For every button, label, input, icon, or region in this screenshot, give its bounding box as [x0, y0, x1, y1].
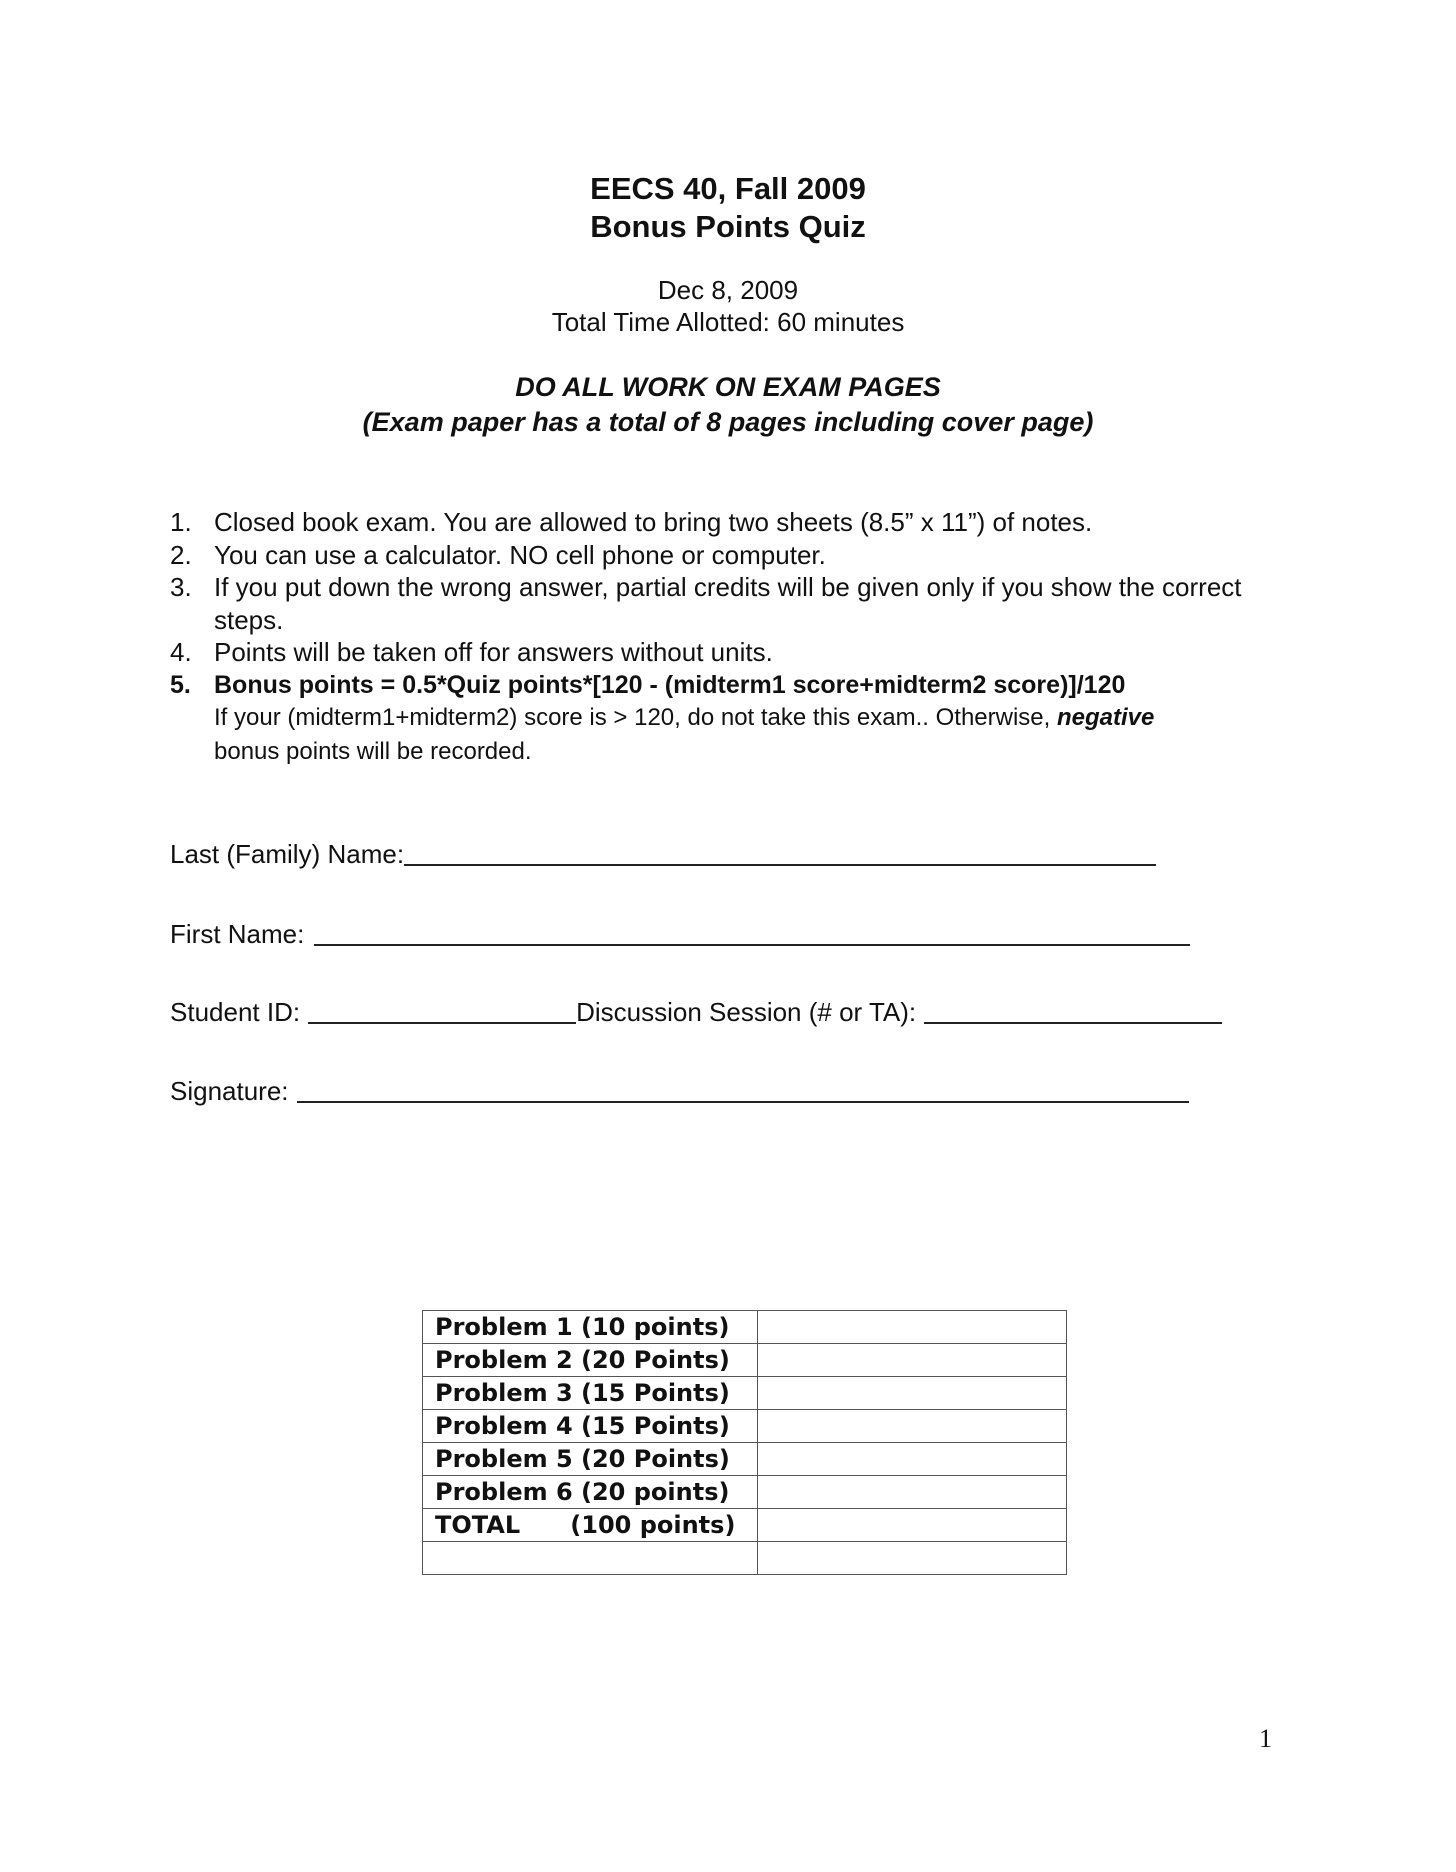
table-row: [423, 1542, 1067, 1575]
table-row: [423, 1311, 1067, 1344]
rule-number: 5.: [170, 670, 191, 699]
signature-field: [170, 1075, 1189, 1107]
quiz-title: Bonus Points Quiz: [590, 209, 866, 244]
first-name-label: First Name:: [170, 919, 305, 949]
rule-item: [170, 636, 1290, 669]
course-title: EECS 40, Fall 2009: [590, 171, 866, 206]
instruction-main: DO ALL WORK ON EXAM PAGES: [515, 372, 941, 402]
problem-label: Problem 5 (20 Points): [423, 1443, 758, 1476]
rule-text: You can use a calculator. NO cell phone or computer.: [214, 539, 826, 570]
score-cell[interactable]: [758, 1344, 1067, 1377]
student-id-label: Student ID:: [170, 997, 301, 1027]
total-score-cell[interactable]: [758, 1509, 1067, 1542]
first-name-field: [170, 918, 1190, 950]
rule-item: [170, 571, 1290, 636]
table-row: [423, 1443, 1067, 1476]
score-cell[interactable]: [758, 1410, 1067, 1443]
rule-number: 4.: [170, 637, 192, 667]
table-row: [423, 1344, 1067, 1377]
problem-label: Problem 6 (20 points): [423, 1476, 758, 1509]
signature-blank[interactable]: [297, 1077, 1189, 1103]
score-table: [422, 1310, 1067, 1575]
rule-text: Closed book exam. You are allowed to bring two sheets (8.5” x 11”) of notes.: [214, 507, 1093, 537]
student-id-blank[interactable]: [308, 998, 576, 1024]
rule-note-after: bonus points will be recorded.: [214, 738, 532, 765]
problem-label: Problem 4 (15 Points): [423, 1410, 758, 1443]
rule-note-emphasis: negative: [1057, 704, 1155, 731]
problem-label: Problem 2 (20 Points): [423, 1344, 758, 1377]
last-name-label: Last (Family) Name:: [170, 839, 405, 869]
table-row: [423, 1476, 1067, 1509]
exam-info: [0, 274, 1456, 338]
rule-text: Points will be taken off for answers without units.: [214, 637, 773, 667]
last-name-field: [170, 838, 1156, 870]
table-row: [423, 1509, 1067, 1542]
problem-label: Problem 3 (15 Points): [423, 1377, 758, 1410]
signature-label: Signature:: [170, 1076, 289, 1106]
score-cell[interactable]: [758, 1311, 1067, 1344]
rule-text: Bonus points = 0.5*Quiz points*[120 - (midterm1 score+midterm2 score)]/120: [214, 670, 1126, 699]
blank-score-cell[interactable]: [758, 1542, 1067, 1575]
student-id-field: [170, 996, 1222, 1028]
score-cell[interactable]: [758, 1476, 1067, 1509]
rule-number: 3.: [170, 572, 192, 602]
score-cell[interactable]: [758, 1443, 1067, 1476]
rules-list: [170, 506, 1290, 769]
exam-date: Dec 8, 2009: [657, 275, 799, 305]
rule-5-note: [170, 701, 1290, 769]
blank-label-cell: [423, 1542, 758, 1575]
time-allotted: Total Time Allotted: 60 minutes: [551, 307, 905, 337]
instruction-sub: (Exam paper has a total of 8 pages including cover page): [362, 407, 1094, 437]
table-row: [423, 1410, 1067, 1443]
rule-text: If you put down the wrong answer, partial credits will be given only if you show the correct steps.: [214, 572, 1242, 635]
rule-number: 2.: [170, 539, 192, 570]
rule-item: [170, 506, 1290, 539]
rule-item: [170, 669, 1290, 702]
rule-number: 1.: [170, 507, 192, 537]
total-label: TOTAL (100 points): [423, 1509, 758, 1542]
exam-instructions: [0, 370, 1456, 440]
exam-title: [0, 170, 1456, 246]
page-number: 1: [1259, 1724, 1272, 1753]
score-cell[interactable]: [758, 1377, 1067, 1410]
table-row: [423, 1377, 1067, 1410]
problem-label: Problem 1 (10 points): [423, 1311, 758, 1344]
rule-note-before: If your (midterm1+midterm2) score is > 120, do not take this exam.. Otherwise,: [214, 704, 1057, 731]
discussion-label: Discussion Session (# or TA):: [576, 997, 917, 1027]
last-name-blank[interactable]: [404, 840, 1156, 866]
discussion-blank[interactable]: [924, 998, 1222, 1024]
rule-item: [170, 539, 1290, 572]
first-name-blank[interactable]: [314, 920, 1190, 946]
